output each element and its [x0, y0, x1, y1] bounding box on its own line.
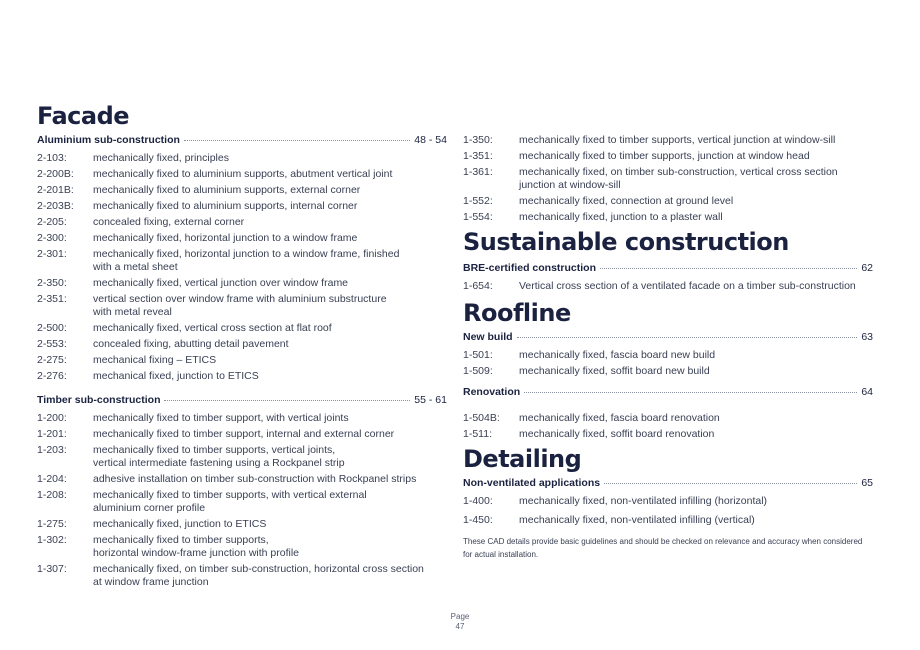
description-line: mechanically fixed, junction to ETICS — [93, 518, 267, 530]
detail-description — [93, 200, 447, 213]
detail-code: 1-302: — [37, 534, 67, 546]
description-line: mechanical fixing – ETICS — [93, 354, 217, 366]
description-line: mechanically fixed to timber supports, vertical junction at window-sill — [519, 134, 836, 146]
detail-code: 2-553: — [37, 338, 67, 350]
page-number — [440, 612, 480, 632]
detail-description — [519, 412, 873, 425]
list-item — [463, 280, 873, 293]
detail-code: 1-511: — [463, 428, 492, 440]
list-item — [37, 168, 447, 181]
detail-code: 1-350: — [463, 134, 493, 146]
detail-code: 2-350: — [37, 277, 67, 289]
list-item — [463, 365, 873, 378]
detail-code: 2-300: — [37, 232, 67, 244]
section-title: Aluminium sub-construction — [37, 134, 180, 146]
dot-leader — [524, 391, 857, 393]
detail-description — [93, 277, 447, 290]
detail-description — [93, 322, 447, 335]
description-line: mechanically fixed, soffit board renovation — [519, 428, 715, 440]
description-line: mechanically fixed, soffit board new build — [519, 365, 710, 377]
detail-description — [93, 293, 447, 319]
description-line: aluminium corner profile — [93, 502, 206, 514]
description-line: mechanically fixed, vertical junction over window frame — [93, 277, 349, 289]
detailing-entry-list — [463, 495, 873, 527]
list-item — [463, 412, 873, 425]
detail-code: 1-501: — [463, 349, 493, 361]
detail-code: 2-276: — [37, 370, 67, 382]
detail-description — [519, 211, 873, 224]
list-item — [37, 322, 447, 335]
detail-description — [93, 168, 447, 181]
detail-description — [93, 473, 447, 486]
detail-code: 2-301: — [37, 248, 67, 260]
list-item — [463, 514, 873, 527]
list-item — [463, 349, 873, 362]
description-line: mechanically fixed, vertical cross section at flat roof — [93, 322, 332, 334]
description-line: mechanically fixed to timber supports, junction at window head — [519, 150, 810, 162]
detail-code: 2-351: — [37, 293, 67, 305]
detail-code: 2-205: — [37, 216, 67, 228]
detail-code: 1-201: — [37, 428, 67, 440]
description-line: adhesive installation on timber sub-construction with Rockpanel strips — [93, 473, 417, 485]
description-line: mechanically fixed, fascia board new build — [519, 349, 716, 361]
sustainable-heading: Sustainable construction — [463, 228, 789, 256]
section-pages: 48 - 54 — [414, 134, 447, 146]
detail-code: 1-351: — [463, 150, 493, 162]
detail-code: 1-552: — [463, 195, 493, 207]
detail-code: 1-208: — [37, 489, 67, 501]
detail-description — [519, 365, 873, 378]
description-line: mechanically fixed to aluminium supports, external corner — [93, 184, 361, 196]
detail-description — [93, 184, 447, 197]
list-item — [37, 248, 447, 274]
new-build-entry-list — [463, 349, 873, 378]
detail-code: 1-200: — [37, 412, 67, 424]
page-label: Page — [450, 612, 470, 621]
section-pages: 63 — [861, 331, 873, 343]
detail-description — [93, 152, 447, 165]
detail-description — [93, 444, 447, 470]
description-line: concealed fixing, external corner — [93, 216, 245, 228]
list-item — [463, 428, 873, 441]
detail-description — [93, 518, 447, 531]
detail-description — [93, 370, 447, 383]
list-item — [37, 370, 447, 383]
description-line: mechanically fixed to aluminium supports, abutment vertical joint — [93, 168, 393, 180]
dot-leader — [604, 482, 857, 484]
detail-code: 2-200B: — [37, 168, 74, 180]
description-line: mechanically fixed, non-ventilated infilling (horizontal) — [519, 495, 768, 507]
detail-description — [93, 216, 447, 229]
list-item — [37, 473, 447, 486]
description-line: at window frame junction — [93, 576, 209, 588]
detail-code: 2-500: — [37, 322, 67, 334]
disclaimer-note: These CAD details provide basic guidelines and should be checked on relevance and accuracy when considered for actual installation. — [463, 537, 863, 559]
description-line: mechanically fixed to timber support, with vertical joints — [93, 412, 349, 424]
dot-leader — [600, 267, 857, 269]
detail-description — [93, 338, 447, 351]
section-non-ventilated — [463, 477, 873, 489]
detail-description — [93, 354, 447, 367]
description-line: vertical section over window frame with aluminium substructure — [93, 293, 387, 305]
list-item — [37, 489, 447, 515]
list-item — [37, 518, 447, 531]
description-line: mechanically fixed, junction to a plaster wall — [519, 211, 723, 223]
list-item — [37, 534, 447, 560]
description-line: mechanically fixed, fascia board renovation — [519, 412, 720, 424]
detail-description — [519, 195, 873, 208]
right-column — [463, 134, 873, 561]
section-pages: 65 — [861, 477, 873, 489]
bre-entry-list — [463, 280, 873, 293]
description-line: mechanically fixed to timber support, internal and external corner — [93, 428, 395, 440]
renovation-entry-list — [463, 412, 873, 441]
detail-description — [93, 534, 447, 560]
section-bre — [463, 262, 873, 274]
list-item — [37, 277, 447, 290]
detail-description — [93, 563, 447, 589]
section-title: Non-ventilated applications — [463, 477, 601, 489]
facade-heading: Facade — [37, 102, 130, 130]
list-item — [37, 200, 447, 213]
detail-description — [519, 166, 873, 192]
description-line: mechanically fixed to timber supports, vertical joints, — [93, 444, 336, 456]
detail-description — [93, 248, 447, 274]
detail-description — [519, 428, 873, 441]
description-line: with metal reveal — [93, 306, 172, 318]
description-line: mechanically fixed, horizontal junction to a window frame — [93, 232, 358, 244]
list-item — [37, 412, 447, 425]
aluminium-entry-list — [37, 152, 447, 383]
detail-code: 1-307: — [37, 563, 67, 575]
left-column — [37, 100, 447, 592]
detail-code: 1-400: — [463, 495, 493, 507]
detail-description — [519, 349, 873, 362]
section-aluminium — [37, 134, 447, 146]
detail-description — [519, 514, 873, 527]
list-item — [37, 428, 447, 441]
detail-code: 2-275: — [37, 354, 67, 366]
detail-description — [519, 495, 873, 508]
section-timber — [37, 394, 447, 406]
timber-continued-list — [463, 134, 873, 224]
detail-code: 1-275: — [37, 518, 67, 530]
detail-description — [93, 428, 447, 441]
description-line: mechanical fixed, junction to ETICS — [93, 370, 259, 382]
roofline-heading: Roofline — [463, 299, 571, 327]
detail-code: 1-361: — [463, 166, 493, 178]
list-item — [37, 232, 447, 245]
description-line: mechanically fixed, on timber sub-construction, horizontal cross section — [93, 563, 424, 575]
section-renovation — [463, 386, 873, 398]
section-title: New build — [463, 331, 513, 343]
timber-entry-list — [37, 412, 447, 589]
list-item — [463, 495, 873, 508]
description-line: with a metal sheet — [93, 261, 178, 273]
description-line: concealed fixing, abutting detail pavement — [93, 338, 289, 350]
section-title: Renovation — [463, 386, 521, 398]
list-item — [37, 216, 447, 229]
list-item — [37, 354, 447, 367]
detailing-heading: Detailing — [463, 445, 582, 473]
detail-code: 1-204: — [37, 473, 67, 485]
list-item — [37, 152, 447, 165]
detail-description — [519, 150, 873, 163]
description-line: horizontal window-frame junction with profile — [93, 547, 300, 559]
page-value: 47 — [455, 622, 465, 631]
detail-description — [93, 489, 447, 515]
list-item — [37, 293, 447, 319]
description-line: mechanically fixed, on timber sub-construction, vertical cross section — [519, 166, 838, 178]
dot-leader — [164, 399, 410, 401]
description-line: mechanically fixed to timber supports, with vertical external — [93, 489, 367, 501]
detail-code: 2-103: — [37, 152, 67, 164]
dot-leader — [517, 336, 858, 338]
detail-code: 1-654: — [463, 280, 493, 292]
detail-description — [519, 280, 873, 293]
list-item — [463, 195, 873, 208]
section-new-build — [463, 331, 873, 343]
description-line: mechanically fixed, connection at ground level — [519, 195, 734, 207]
detail-code: 1-509: — [463, 365, 493, 377]
section-title: Timber sub-construction — [37, 394, 161, 406]
description-line: Vertical cross section of a ventilated facade on a timber sub-construction — [519, 280, 856, 292]
dot-leader — [184, 139, 410, 141]
description-line: junction at window-sill — [519, 179, 621, 191]
list-item — [37, 184, 447, 197]
description-line: mechanically fixed to timber supports, — [93, 534, 269, 546]
description-line: mechanically fixed, principles — [93, 152, 229, 164]
detail-code: 2-201B: — [37, 184, 74, 196]
list-item — [37, 338, 447, 351]
list-item — [37, 563, 447, 589]
section-pages: 62 — [861, 262, 873, 274]
detail-description — [93, 412, 447, 425]
list-item — [463, 211, 873, 224]
description-line: mechanically fixed, non-ventilated infilling (vertical) — [519, 514, 755, 526]
detail-code: 2-203B: — [37, 200, 74, 212]
list-item — [463, 150, 873, 163]
detail-description — [93, 232, 447, 245]
list-item — [463, 134, 873, 147]
detail-code: 1-450: — [463, 514, 493, 526]
detail-code: 1-203: — [37, 444, 67, 456]
list-item — [37, 444, 447, 470]
detail-description — [519, 134, 873, 147]
description-line: mechanically fixed, horizontal junction to a window frame, finished — [93, 248, 400, 260]
list-item — [463, 166, 873, 192]
description-line: mechanically fixed to aluminium supports, internal corner — [93, 200, 358, 212]
section-pages: 55 - 61 — [414, 394, 447, 406]
detail-code: 1-504B: — [463, 412, 500, 424]
section-pages: 64 — [861, 386, 873, 398]
description-line: vertical intermediate fastening using a Rockpanel strip — [93, 457, 345, 469]
section-title: BRE-certified construction — [463, 262, 597, 274]
detail-code: 1-554: — [463, 211, 493, 223]
